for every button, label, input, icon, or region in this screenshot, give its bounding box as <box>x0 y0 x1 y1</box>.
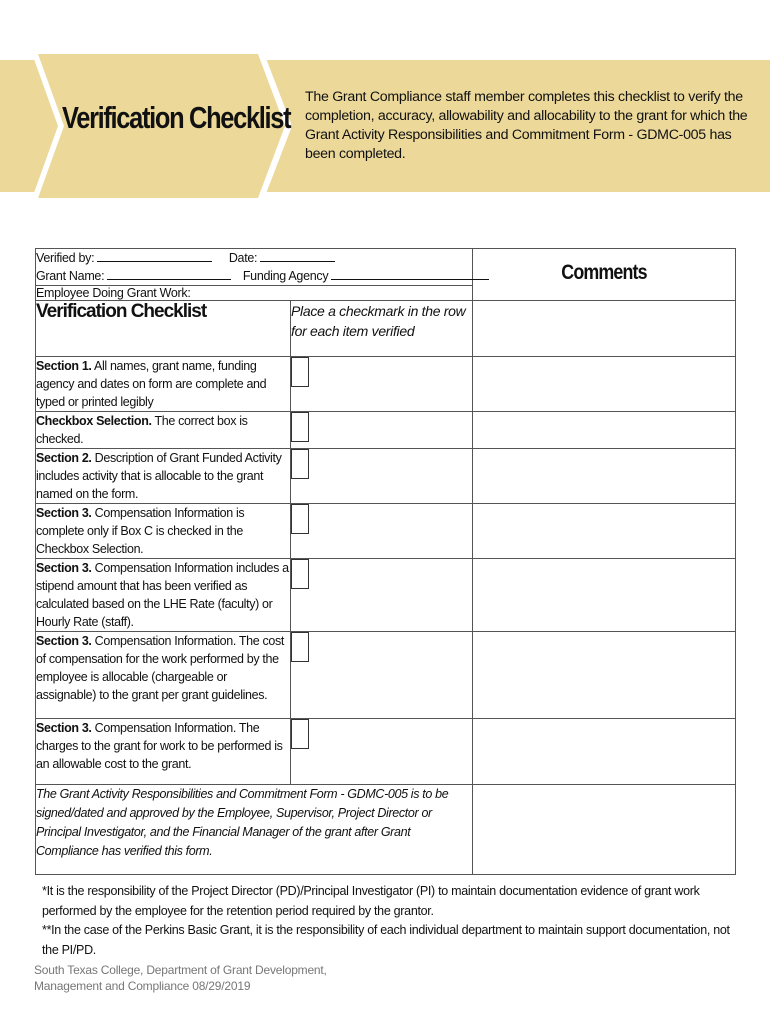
employee-field[interactable] <box>36 286 473 301</box>
comment-cell[interactable] <box>473 632 736 719</box>
banner-description: The Grant Compliance staff member completes this checklist to verify the completion, accuracy, allowability and allocability to the grant for which the Grant Activity Responsibilities and Commitment Form - GDMC-005 has been completed. <box>305 89 748 162</box>
item-description: All names, grant name, funding agency and dates on form are complete and typed or printed legibly <box>36 359 267 409</box>
checklist-title: Verification Checklist <box>36 301 291 357</box>
item-text <box>36 559 291 632</box>
item-section: Section 3. <box>36 506 92 520</box>
checkbox[interactable] <box>291 412 309 442</box>
grant-name-field[interactable] <box>107 267 231 280</box>
checklist-item-row <box>36 504 736 559</box>
verified-by-field[interactable] <box>97 249 212 262</box>
checklist-item-row <box>36 719 736 785</box>
checkbox-cell <box>291 559 473 632</box>
header-row <box>36 249 736 286</box>
item-text <box>36 719 291 785</box>
approval-note: The Grant Activity Responsibilities and Commitment Form - GDMC-005 is to be signed/dated and approved by the Employee, Supervisor, Project Director or Principal Investigator, and the Financial Manager of the grant after Grant Compliance has verified this form. <box>36 785 473 875</box>
comment-cell[interactable] <box>473 785 736 875</box>
item-text <box>36 632 291 719</box>
footnote-perkins: **In the case of the Perkins Basic Grant, it is the responsibility of each individual department to maintain support documentation, not the PI/PD. <box>42 923 730 957</box>
checkbox-cell <box>291 504 473 559</box>
page-title: Verification Checklist <box>62 100 291 135</box>
item-text <box>36 449 291 504</box>
comment-cell[interactable] <box>473 357 736 412</box>
item-section: Section 2. <box>36 451 92 465</box>
checklist-item-row <box>36 632 736 719</box>
funding-agency-field[interactable] <box>331 267 489 280</box>
item-section: Section 3. <box>36 561 92 575</box>
item-description: The correct box is checked. <box>36 414 248 446</box>
date-label: Date: <box>228 251 258 265</box>
verification-form-table <box>35 248 736 875</box>
checkbox-cell <box>291 632 473 719</box>
comment-cell[interactable] <box>473 412 736 449</box>
checklist-header-row <box>36 301 736 357</box>
item-description: Compensation Information is complete only if Box C is checked in the Checkbox Selection. <box>36 506 245 556</box>
checkbox[interactable] <box>291 357 309 387</box>
comments-cell-header[interactable] <box>473 301 736 357</box>
checkbox[interactable] <box>291 449 309 479</box>
comment-cell[interactable] <box>473 719 736 785</box>
item-section: Section 3. <box>36 634 92 648</box>
footnotes <box>42 882 742 960</box>
comments-header <box>473 249 736 301</box>
comment-cell[interactable] <box>473 504 736 559</box>
item-description: Description of Grant Funded Activity includes activity that is allocable to the grant named on the form. <box>36 451 282 501</box>
item-section: Checkbox Selection. <box>36 414 152 428</box>
item-description: Compensation Information. The charges to the grant for work to be performed is an allowable cost to the grant. <box>36 721 283 771</box>
note-row <box>36 785 736 875</box>
item-section: Section 1. <box>36 359 92 373</box>
item-text <box>36 412 291 449</box>
grant-name-label: Grant Name: <box>36 269 105 283</box>
checkbox-cell <box>291 719 473 785</box>
item-section: Section 3. <box>36 721 92 735</box>
employee-label: Employee Doing Grant Work: <box>36 286 191 300</box>
checkmark-instruction: Place a checkmark in the row for each item verified <box>291 301 473 357</box>
item-text <box>36 504 291 559</box>
item-description: Compensation Information includes a stipend amount that has been verified as calculated based on the LHE Rate (faculty) or Hourly Rate (staff). <box>36 561 289 629</box>
checkbox[interactable] <box>291 559 309 589</box>
item-description: Compensation Information. The cost of compensation for the work performed by the employee is allocable (chargeable or assignable) to the grant per grant guidelines. <box>36 634 285 702</box>
verified-by-label: Verified by: <box>36 251 95 265</box>
comments-title: Comments <box>561 261 647 284</box>
checkbox-cell <box>291 357 473 412</box>
checklist-item-row <box>36 357 736 412</box>
date-field[interactable] <box>260 249 335 262</box>
footnote-pd-pi: *It is the responsibility of the Project Director (PD)/Principal Investigator (PI) to maintain documentation evidence of grant work performed by the employee for the retention period required by the grantor. <box>42 884 700 918</box>
funding-agency-label: Funding Agency <box>242 269 329 283</box>
checkbox[interactable] <box>291 719 309 749</box>
comment-cell[interactable] <box>473 559 736 632</box>
checkbox[interactable] <box>291 504 309 534</box>
checklist-item-row <box>36 412 736 449</box>
header-fields <box>36 249 473 286</box>
checklist-item-row <box>36 449 736 504</box>
checkbox-cell <box>291 412 473 449</box>
item-text <box>36 357 291 412</box>
checkbox-cell <box>291 449 473 504</box>
checkbox[interactable] <box>291 632 309 662</box>
comment-cell[interactable] <box>473 449 736 504</box>
footer-credit: South Texas College, Department of Grant Development, Management and Compliance 08/29/2019 <box>34 963 327 993</box>
checklist-item-row <box>36 559 736 632</box>
